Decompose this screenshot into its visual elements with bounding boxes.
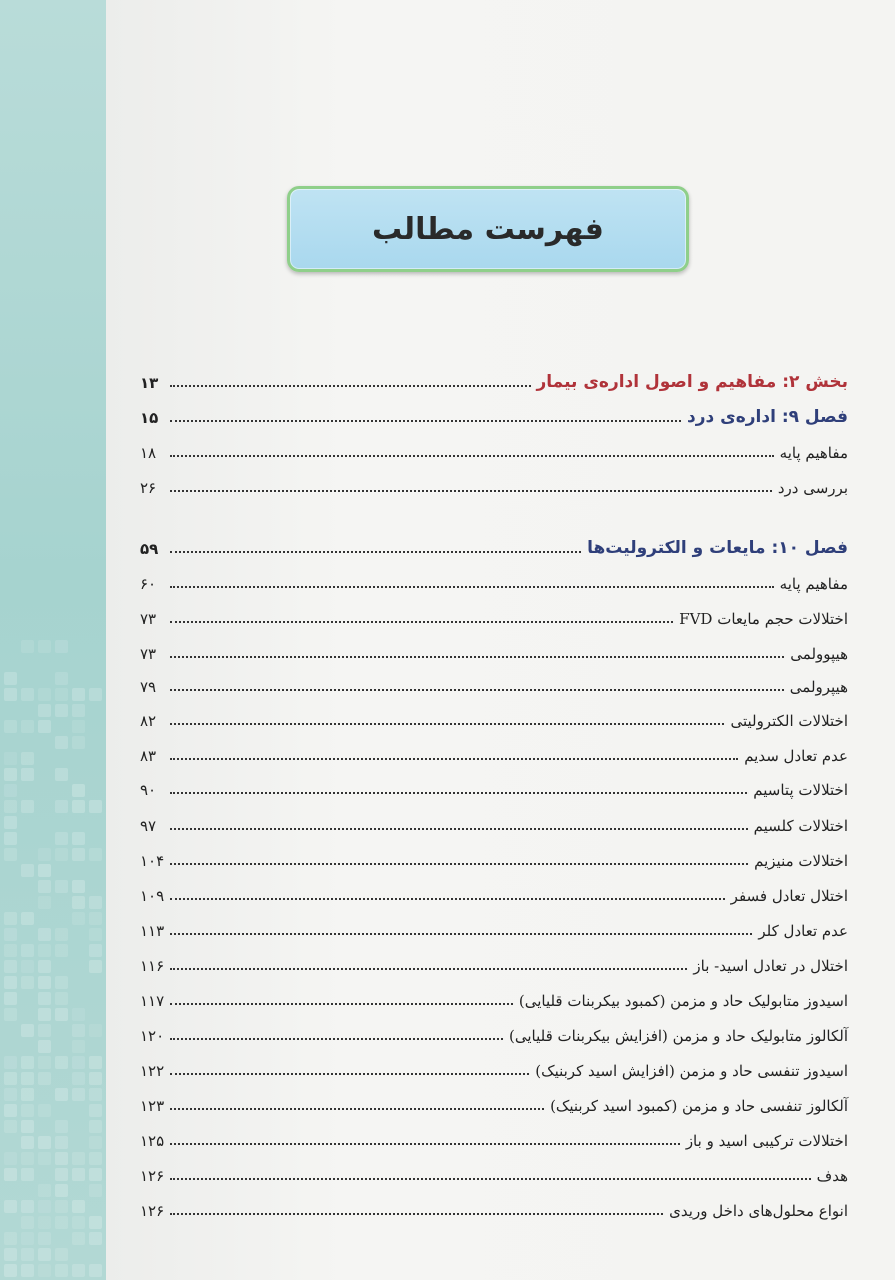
decorative-square: [55, 848, 68, 861]
dot-leader: [170, 723, 724, 725]
decorative-square: [38, 896, 51, 909]
decorative-square: [38, 704, 51, 717]
decorative-square: [89, 960, 102, 973]
toc-entry-row[interactable]: [140, 1015, 848, 1045]
toc-page-number: ۱۲۶: [140, 1202, 165, 1220]
decorative-square: [21, 752, 34, 765]
dot-leader: [170, 1213, 663, 1215]
decorative-square: [4, 720, 17, 733]
toc-entry-row[interactable]: [140, 980, 848, 1010]
toc-entry-row[interactable]: [140, 633, 848, 663]
decorative-square: [55, 928, 68, 941]
toc-entry-label: انواع محلول‌های داخل وریدی: [669, 1202, 848, 1220]
decorative-square: [89, 1056, 102, 1069]
decorative-square: [38, 1040, 51, 1053]
toc-page-number: ۵۹: [140, 540, 159, 558]
decorative-square: [72, 1008, 85, 1021]
decorative-square: [38, 1136, 51, 1149]
decorative-square: [4, 1120, 17, 1133]
decorative-square: [4, 928, 17, 941]
decorative-square: [4, 992, 17, 1005]
toc-entry-row[interactable]: [140, 1190, 848, 1220]
dot-leader: [170, 758, 738, 760]
decorative-square: [21, 944, 34, 957]
toc-page-number: ۱۱۳: [140, 922, 165, 940]
decorative-square: [89, 1152, 102, 1165]
decorative-square: [38, 1104, 51, 1117]
decorative-square: [4, 1056, 17, 1069]
toc-page-number: ۸۳: [140, 747, 157, 765]
toc-entry-row[interactable]: [140, 666, 848, 696]
decorative-square: [38, 1248, 51, 1261]
title-banner: [287, 186, 689, 272]
decorative-square: [89, 1232, 102, 1245]
decorative-square: [55, 672, 68, 685]
decorative-square: [55, 832, 68, 845]
decorative-square: [55, 1136, 68, 1149]
decorative-square: [72, 1024, 85, 1037]
toc-entry-label: مفاهیم پایه: [779, 575, 848, 593]
decorative-square: [21, 1248, 34, 1261]
decorative-square: [89, 1168, 102, 1181]
decorative-square: [4, 1008, 17, 1021]
decorative-square: [89, 1024, 102, 1037]
toc-entry-label: اختلالات الکترولیتی: [730, 712, 848, 730]
dot-leader: [170, 420, 681, 422]
decorative-square: [55, 704, 68, 717]
decorative-square: [89, 944, 102, 957]
decorative-square: [4, 976, 17, 989]
decorative-square: [72, 832, 85, 845]
decorative-square: [55, 1152, 68, 1165]
decorative-square: [4, 1072, 17, 1085]
decorative-square: [4, 768, 17, 781]
toc-page-number: ۱۰۹: [140, 887, 165, 905]
decorative-square: [21, 688, 34, 701]
page-title: فهرست مطالب: [372, 211, 604, 247]
toc-entry-label: اختلالات کلسیم: [753, 817, 848, 835]
decorative-square: [4, 1168, 17, 1181]
decorative-square: [4, 1232, 17, 1245]
toc-entry-row[interactable]: [140, 769, 848, 799]
decorative-square: [21, 1024, 34, 1037]
toc-entry-row[interactable]: [140, 700, 848, 730]
decorative-square: [55, 736, 68, 749]
toc-entry-label: اختلالات حجم مایعات FVD: [679, 610, 848, 628]
decorative-square: [55, 1008, 68, 1021]
toc-chapter-row[interactable]: [140, 397, 848, 427]
decorative-square: [72, 1168, 85, 1181]
decorative-square: [55, 944, 68, 957]
decorative-square: [55, 1248, 68, 1261]
decorative-square: [89, 896, 102, 909]
decorative-square: [38, 944, 51, 957]
dot-leader: [170, 1073, 529, 1075]
toc-page-number: ۱۵: [140, 409, 159, 427]
decorative-square: [21, 1136, 34, 1149]
decorative-square: [21, 1104, 34, 1117]
toc-entry-label: فصل ۹: اداره‌ی درد: [686, 406, 848, 427]
decorative-square: [55, 1184, 68, 1197]
decorative-square: [21, 640, 34, 653]
toc-entry-label: مفاهیم پایه: [779, 444, 848, 462]
toc-page-number: ۲۶: [140, 479, 157, 497]
decorative-square: [4, 1104, 17, 1117]
toc-page-number: ۱۱۷: [140, 992, 165, 1010]
toc-page-number: ۱۲۳: [140, 1097, 165, 1115]
toc-page-number: ۱۸: [140, 444, 157, 462]
decorative-square: [55, 800, 68, 813]
toc-entry-label: هدف: [816, 1167, 848, 1185]
toc-entry-row[interactable]: [140, 598, 848, 628]
decorative-square: [4, 784, 17, 797]
decorative-square: [55, 688, 68, 701]
toc-entry-row[interactable]: [140, 805, 848, 835]
decorative-side-band: [0, 0, 106, 1280]
decorative-square: [89, 848, 102, 861]
decorative-square: [21, 1120, 34, 1133]
decorative-square: [55, 1088, 68, 1101]
decorative-square: [72, 912, 85, 925]
decorative-square: [89, 1120, 102, 1133]
toc-entry-row[interactable]: [140, 1050, 848, 1080]
decorative-square: [38, 1200, 51, 1213]
dot-leader: [170, 1108, 544, 1110]
decorative-square: [38, 992, 51, 1005]
decorative-square: [72, 800, 85, 813]
toc-part-row[interactable]: [140, 362, 848, 392]
decorative-square: [55, 1216, 68, 1229]
toc-entry-label: عدم تعادل سدیم: [744, 747, 848, 765]
decorative-square: [4, 816, 17, 829]
decorative-square: [38, 688, 51, 701]
decorative-square: [38, 720, 51, 733]
decorative-square: [72, 736, 85, 749]
decorative-square: [72, 1056, 85, 1069]
toc-page-number: ۹۰: [140, 781, 157, 799]
decorative-square: [4, 1088, 17, 1101]
toc-entry-row[interactable]: [140, 432, 848, 462]
decorative-square: [38, 1184, 51, 1197]
toc-entry-label: عدم تعادل کلر: [758, 922, 848, 940]
decorative-square: [21, 976, 34, 989]
decorative-square: [4, 1152, 17, 1165]
decorative-square: [21, 1056, 34, 1069]
decorative-square: [21, 1072, 34, 1085]
decorative-square: [21, 960, 34, 973]
toc-entry-label: هیپرولمی: [789, 678, 848, 696]
toc-entry-label: اختلالات پتاسیم: [753, 781, 848, 799]
decorative-square: [55, 768, 68, 781]
decorative-square: [21, 1152, 34, 1165]
dot-leader: [170, 385, 531, 387]
decorative-square: [4, 752, 17, 765]
toc-entry-label: هیپوولمی: [790, 645, 848, 663]
toc-entry-label: اختلالات منیزیم: [754, 852, 848, 870]
decorative-square: [38, 1024, 51, 1037]
toc-page-number: ۱۲۶: [140, 1167, 165, 1185]
decorative-square: [89, 800, 102, 813]
dot-leader: [170, 586, 774, 588]
decorative-square: [89, 1184, 102, 1197]
dot-leader: [170, 490, 772, 492]
toc-entry-row[interactable]: [140, 945, 848, 975]
decorative-square: [89, 1216, 102, 1229]
decorative-square: [55, 992, 68, 1005]
toc-page-number: ۱۲۲: [140, 1062, 165, 1080]
decorative-square: [55, 1056, 68, 1069]
toc-page-number: ۷۳: [140, 645, 157, 663]
toc-entry-label: اختلال در تعادل اسید- باز: [693, 957, 848, 975]
toc-page-number: ۱۱۶: [140, 957, 165, 975]
decorative-square: [38, 1056, 51, 1069]
decorative-square: [4, 1200, 17, 1213]
dot-leader: [170, 898, 725, 900]
decorative-square: [89, 1088, 102, 1101]
toc-page-number: ۸۲: [140, 712, 157, 730]
decorative-square: [89, 928, 102, 941]
decorative-square: [38, 864, 51, 877]
decorative-square: [72, 704, 85, 717]
dot-leader: [170, 792, 747, 794]
decorative-square: [72, 1152, 85, 1165]
toc-page-number: ۶۰: [140, 575, 157, 593]
toc-entry-row[interactable]: [140, 467, 848, 497]
decorative-square: [55, 640, 68, 653]
toc-chapter-row[interactable]: [140, 528, 848, 558]
toc-entry-row[interactable]: [140, 840, 848, 870]
decorative-square: [89, 1072, 102, 1085]
decorative-square: [89, 1264, 102, 1277]
decorative-square: [4, 672, 17, 685]
toc-entry-label: بخش ۲: مفاهیم و اصول اداره‌ی بیمار: [536, 371, 848, 392]
decorative-square: [21, 768, 34, 781]
decorative-square: [4, 960, 17, 973]
dot-leader: [170, 551, 581, 553]
toc-entry-row[interactable]: [140, 875, 848, 905]
decorative-square: [38, 928, 51, 941]
dot-leader: [170, 1003, 513, 1005]
toc-page-number: ۱۳: [140, 374, 159, 392]
decorative-square: [21, 1168, 34, 1181]
decorative-square: [72, 1088, 85, 1101]
decorative-square: [38, 1232, 51, 1245]
decorative-square: [21, 1264, 34, 1277]
dot-leader: [170, 1143, 680, 1145]
dot-leader: [170, 656, 784, 658]
decorative-square: [38, 1264, 51, 1277]
dot-leader: [170, 1178, 811, 1180]
decorative-square: [21, 800, 34, 813]
dot-leader: [170, 863, 748, 865]
decorative-square: [72, 1216, 85, 1229]
decorative-square: [4, 944, 17, 957]
dot-leader: [170, 933, 752, 935]
toc-entry-label: بررسی درد: [777, 479, 848, 497]
decorative-square: [55, 1168, 68, 1181]
decorative-square: [89, 912, 102, 925]
decorative-square: [55, 1120, 68, 1133]
decorative-square: [4, 1248, 17, 1261]
decorative-square: [38, 1008, 51, 1021]
decorative-square: [21, 912, 34, 925]
toc-page-number: ۷۳: [140, 610, 157, 628]
decorative-square: [72, 848, 85, 861]
decorative-square: [38, 1152, 51, 1165]
decorative-square: [55, 1264, 68, 1277]
decorative-square: [38, 1216, 51, 1229]
decorative-square: [72, 1232, 85, 1245]
decorative-square: [21, 1200, 34, 1213]
decorative-square: [4, 912, 17, 925]
decorative-square: [21, 1216, 34, 1229]
decorative-square: [4, 688, 17, 701]
decorative-square: [21, 1088, 34, 1101]
decorative-square: [72, 1040, 85, 1053]
dot-leader: [170, 968, 687, 970]
toc-entry-row[interactable]: [140, 735, 848, 765]
decorative-square: [72, 1072, 85, 1085]
decorative-square: [89, 688, 102, 701]
decorative-square: [38, 848, 51, 861]
decorative-square: [38, 976, 51, 989]
decorative-square: [89, 1104, 102, 1117]
dot-leader: [170, 455, 774, 457]
toc-entry-label: آلکالوز تنفسی حاد و مزمن (کمبود اسید کربنیک): [550, 1097, 848, 1115]
toc-entry-row[interactable]: [140, 1120, 848, 1150]
toc-entry-row[interactable]: [140, 910, 848, 940]
decorative-square: [38, 960, 51, 973]
decorative-square: [55, 880, 68, 893]
dot-leader: [170, 828, 748, 830]
decorative-square: [21, 864, 34, 877]
toc-entry-label: فصل ۱۰: مایعات و الکترولیت‌ها: [587, 537, 848, 558]
decorative-square: [4, 800, 17, 813]
decorative-square: [55, 976, 68, 989]
decorative-square: [72, 688, 85, 701]
toc-page-number: ۱۲۰: [140, 1027, 165, 1045]
decorative-square: [21, 1232, 34, 1245]
decorative-square: [4, 848, 17, 861]
toc-page-number: ۷۹: [140, 678, 157, 696]
toc-page-number: ۱۲۵: [140, 1132, 165, 1150]
toc-entry-label: آلکالوز متابولیک حاد و مزمن (افزایش بیکربنات قلیایی): [509, 1027, 848, 1045]
decorative-square: [38, 640, 51, 653]
dot-leader: [170, 621, 673, 623]
decorative-square: [72, 784, 85, 797]
dot-leader: [170, 689, 784, 691]
toc-entry-label: اختلال تعادل فسفر: [730, 887, 848, 905]
decorative-square: [72, 1264, 85, 1277]
decorative-square: [4, 1264, 17, 1277]
decorative-square: [4, 832, 17, 845]
decorative-square: [38, 1072, 51, 1085]
toc-entry-label: اسیدوز تنفسی حاد و مزمن (افزایش اسید کربنیک): [535, 1062, 848, 1080]
decorative-square: [72, 720, 85, 733]
toc-entry-label: اختلالات ترکیبی اسید و باز: [685, 1132, 848, 1150]
toc-entry-row[interactable]: [140, 1155, 848, 1185]
decorative-square: [72, 1200, 85, 1213]
decorative-square: [89, 1136, 102, 1149]
decorative-square: [72, 880, 85, 893]
decorative-square: [38, 880, 51, 893]
dot-leader: [170, 1038, 503, 1040]
decorative-square: [55, 1200, 68, 1213]
toc-page-number: ۹۷: [140, 817, 157, 835]
decorative-square: [21, 720, 34, 733]
toc-entry-label: اسیدوز متابولیک حاد و مزمن (کمبود بیکربنات قلیایی): [518, 992, 848, 1010]
toc-page-number: ۱۰۴: [140, 852, 165, 870]
decorative-square: [72, 896, 85, 909]
toc-entry-row[interactable]: [140, 563, 848, 593]
toc-entry-row[interactable]: [140, 1085, 848, 1115]
